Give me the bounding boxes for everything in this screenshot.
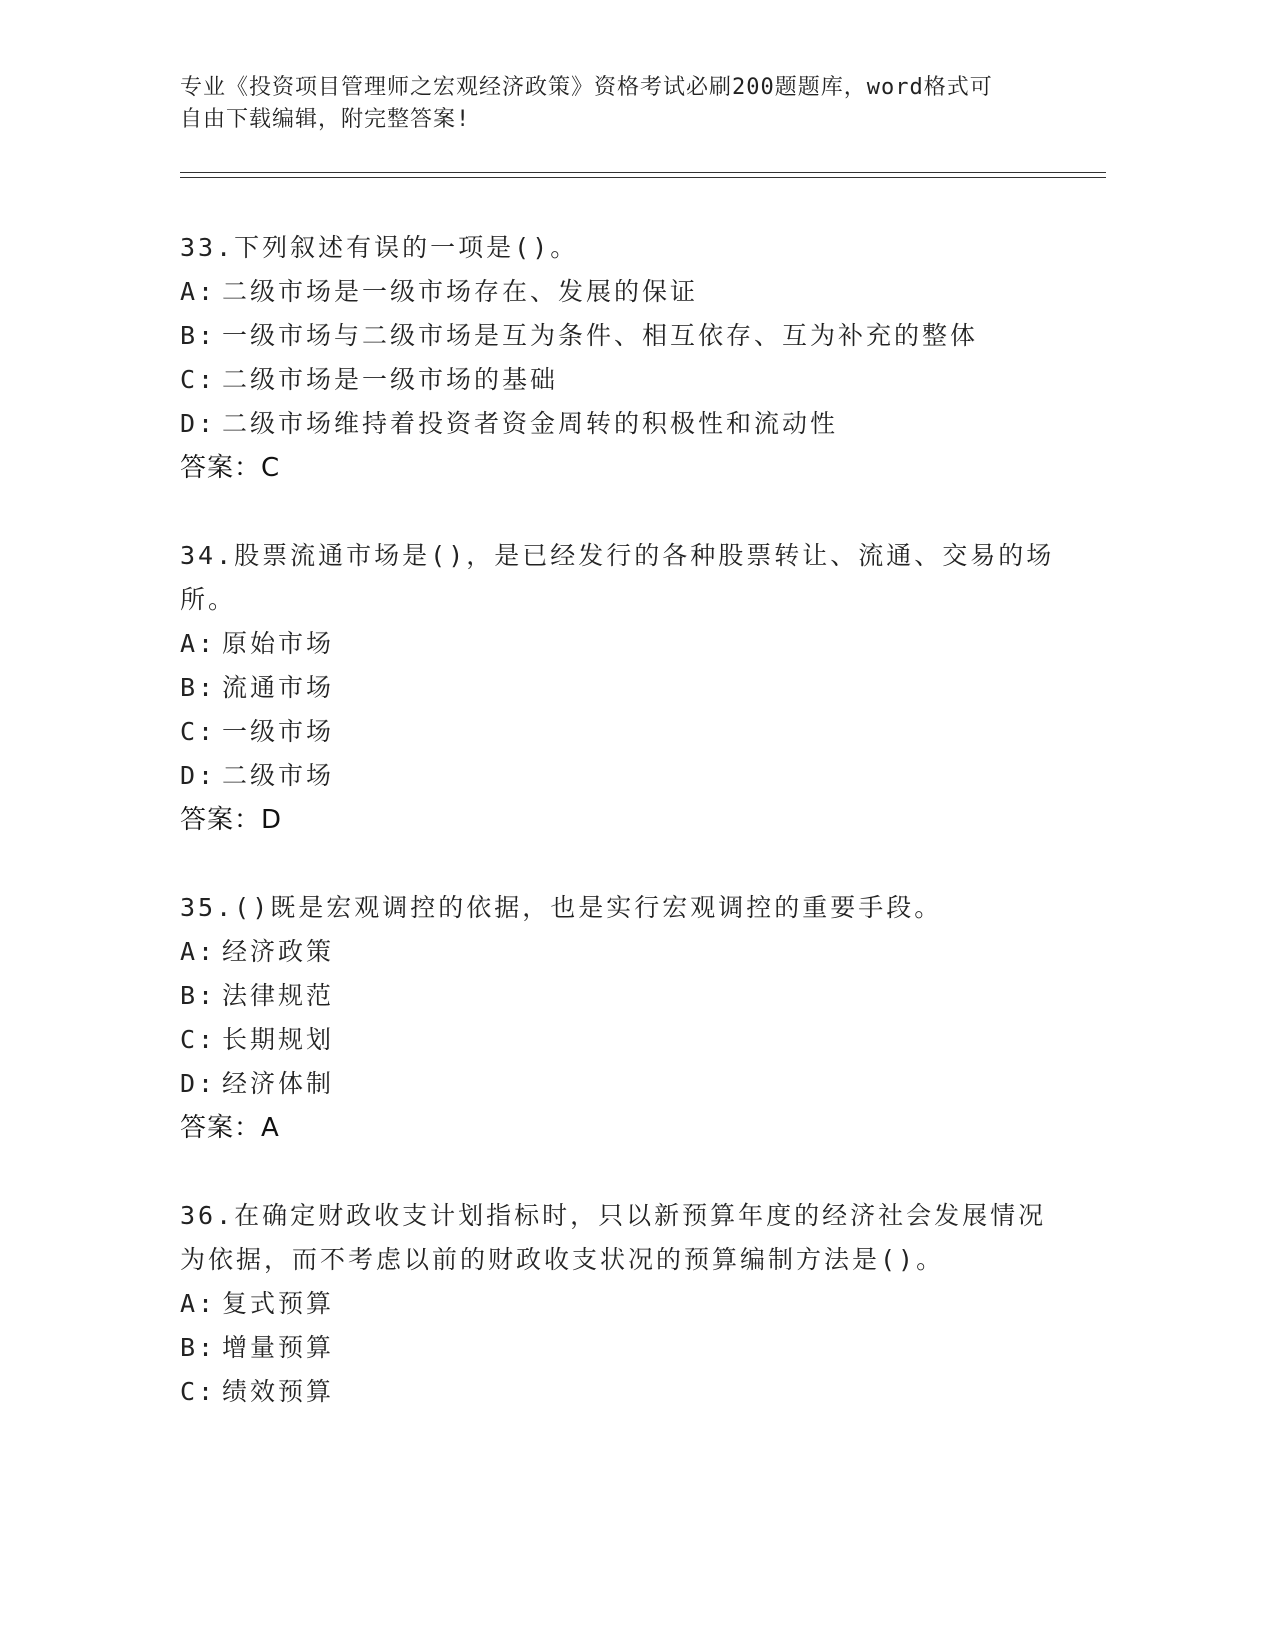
option-c [180,358,1080,402]
option-letter: D: [180,409,217,438]
option-c [180,710,1080,754]
option-letter: A: [180,1289,217,1318]
question-33 [180,226,1080,490]
question-stem-continued: 所。 [180,585,237,614]
option-text: 二级市场是一级市场存在、发展的保证 [222,277,699,306]
question-list [180,226,1080,1458]
option-text: 原始市场 [222,629,335,658]
option-a [180,930,1080,974]
option-a [180,622,1080,666]
question-36 [180,1194,1080,1414]
option-text: 一级市场 [222,717,335,746]
question-34 [180,534,1080,842]
header-line-1: 专业《投资项目管理师之宏观经济政策》资格考试必刷200题题库，word格式可 [180,75,993,100]
option-text: 二级市场 [222,761,335,790]
option-text: 流通市场 [222,673,335,702]
header-divider-top [180,172,1106,173]
question-stem: 33.下列叙述有误的一项是()。 [180,233,579,262]
header-divider-bottom [180,177,1106,178]
option-text: 一级市场与二级市场是互为条件、相互依存、互为补充的整体 [222,321,979,350]
question-stem: 35.()既是宏观调控的依据，也是实行宏观调控的重要手段。 [180,893,943,922]
question-stem: 36.在确定财政收支计划指标时，只以新预算年度的经济社会发展情况 [180,1201,1047,1230]
option-d [180,754,1080,798]
option-letter: A: [180,277,217,306]
option-letter: D: [180,761,217,790]
option-text: 增量预算 [222,1333,335,1362]
option-letter: A: [180,937,217,966]
option-text: 法律规范 [222,981,335,1010]
answer: 答案：A [180,1113,280,1143]
option-text: 绩效预算 [222,1377,335,1406]
question-stem-continued: 为依据，而不考虑以前的财政收支状况的预算编制方法是()。 [180,1245,945,1274]
option-letter: D: [180,1069,217,1098]
option-b [180,314,1080,358]
option-letter: B: [180,321,217,350]
header-line-2: 自由下载编辑，附完整答案! [180,107,471,132]
option-text: 二级市场是一级市场的基础 [222,365,559,394]
option-text: 经济政策 [222,937,335,966]
option-text: 经济体制 [222,1069,335,1098]
option-letter: C: [180,365,217,394]
option-b [180,666,1080,710]
option-letter: B: [180,673,217,702]
option-text: 长期规划 [222,1025,335,1054]
option-letter: B: [180,1333,217,1362]
option-a [180,1282,1080,1326]
answer: 答案：C [180,453,281,483]
option-letter: A: [180,629,217,658]
option-d [180,1062,1080,1106]
question-35 [180,886,1080,1150]
option-b [180,1326,1080,1370]
option-d [180,402,1080,446]
option-letter: C: [180,717,217,746]
option-a [180,270,1080,314]
document-header [180,72,1040,136]
option-b [180,974,1080,1018]
option-c [180,1018,1080,1062]
option-text: 二级市场维持着投资者资金周转的积极性和流动性 [222,409,839,438]
option-c [180,1370,1080,1414]
option-letter: C: [180,1377,217,1406]
question-stem: 34.股票流通市场是()，是已经发行的各种股票转让、流通、交易的场 [180,541,1055,570]
option-letter: C: [180,1025,217,1054]
option-letter: B: [180,981,217,1010]
option-text: 复式预算 [222,1289,335,1318]
answer: 答案：D [180,805,283,835]
